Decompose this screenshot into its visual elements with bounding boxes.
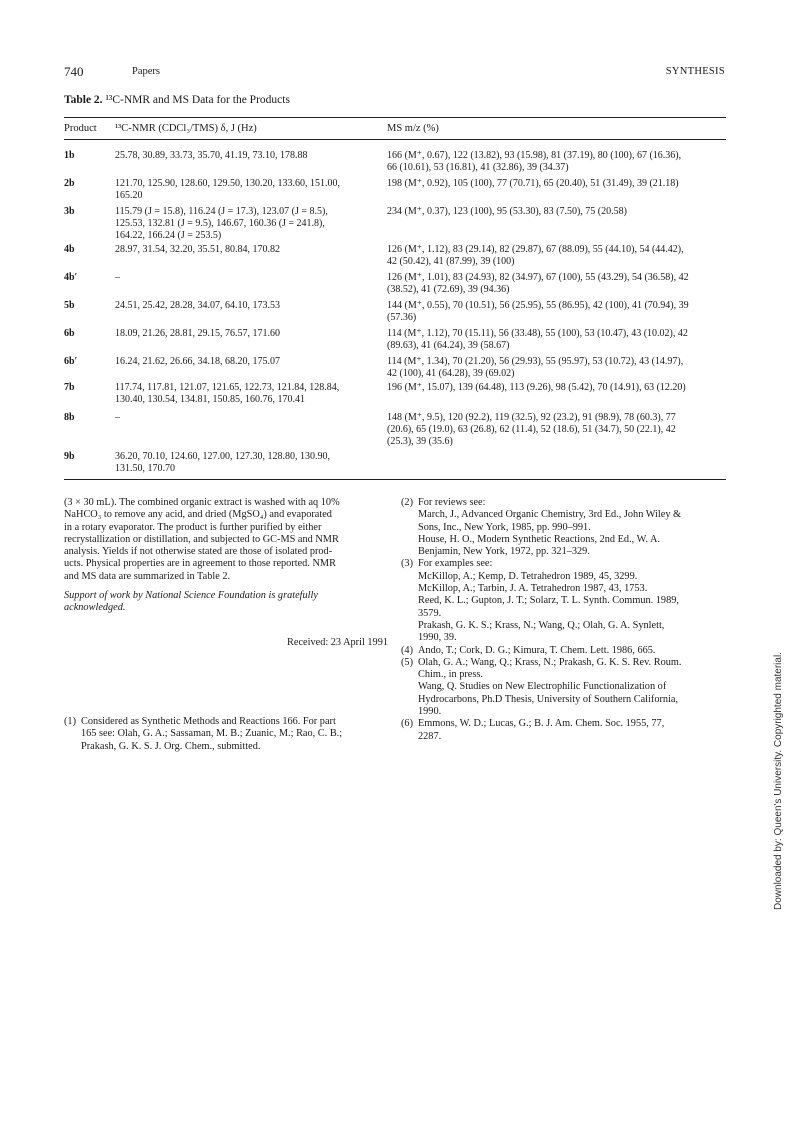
row-product: 8b [64,412,75,423]
table-bottom-rule [64,479,726,480]
reference-line: 1990, 39. [418,632,457,644]
row-ms [387,272,726,296]
reference-number: (5) [401,656,414,668]
ms-line: (57.36) [387,312,417,324]
received-date: Received: 23 April 1991 [287,636,388,648]
ms-line: (89.63), 41 (64.24), 39 (58.67) [387,340,510,352]
reference-line: House, H. O., Modern Synthetic Reactions, 2nd Ed., W. A. [418,533,660,545]
paragraph-line: and MS data are summarized in Table 2. [64,570,231,582]
nmr-line: 28.97, 31.54, 32.20, 35.51, 80.84, 170.82 [115,244,280,255]
reference-line: Benjamin, New York, 1972, pp. 321–329. [418,546,590,558]
nmr-line: 24.51, 25.42, 28.28, 34.07, 64.10, 173.53 [115,300,280,311]
nmr-line: 125.53, 132.81 (J = 9.5), 146.67, 160.36 (J = 241.8), [115,218,325,230]
paragraph-line: (3 × 30 mL). The combined organic extract is washed with aq 10% [64,497,340,508]
reference-line: McKillop, A.; Kemp, D. Tetrahedron 1989, 45, 3299. [418,570,638,582]
reference-line: Prakash, G. K. S. J. Org. Chem., submitted. [81,740,261,752]
ms-line: 114 (M⁺, 1.12), 70 (15.11), 56 (33.48), 55 (100), 53 (10.47), 43 (10.02), 42 [387,328,688,339]
ms-line: 42 (100), 41 (64.28), 39 (69.02) [387,368,515,380]
ms-line: (38.52), 41 (72.69), 39 (94.36) [387,284,510,296]
row-ms [387,206,726,218]
row-nmr [115,150,377,162]
nmr-line: 130.40, 130.54, 134.81, 150.85, 160.76, 170.41 [115,394,305,406]
row-nmr [115,272,377,284]
row-product: 4b [64,244,75,255]
reference-line: Considered as Synthetic Methods and Reactions 166. For part [81,715,336,727]
row-product: 6b [64,328,75,339]
reference-line: Reed, K. L.; Gupton, J. T.; Solarz, T. L. Synth. Commun. 1989, [418,595,679,607]
reference-line: Wang, Q. Studies on New Electrophilic Functionalization of [418,681,667,693]
reference-line: Sons, Inc., New York, 1985, pp. 990–991. [418,521,591,533]
row-nmr [115,178,377,202]
header-ms: MS m/z (%) [387,123,439,134]
row-product: 9b [64,451,75,462]
reference-line: 2287. [418,730,442,742]
reference-line: March, J., Advanced Organic Chemistry, 3rd Ed., John Wiley & [418,509,682,521]
reference-line: Emmons, W. D.; Lucas, G.; B. J. Am. Chem. Soc. 1955, 77, [418,718,665,730]
row-nmr [115,382,377,406]
row-product: 4b′ [64,272,78,283]
acknowledgement-line: acknowledged. [64,602,126,614]
ms-line: 148 (M⁺, 9.5), 120 (92.2), 119 (32.5), 92 (23.2), 91 (98.9), 78 (60.3), 77 [387,412,676,423]
ms-line: 234 (M⁺, 0.37), 123 (100), 95 (53.30), 83 (7.50), 75 (20.58) [387,206,627,217]
reference-line: 165 see: Olah, G. A.; Sassaman, M. B.; Zuanic, M.; Rao, C. B.; [81,728,343,740]
paragraph-line: ucts. Physical properties are in agreement to those reported. NMR [64,558,336,570]
row-nmr [115,300,377,312]
ms-line: 42 (50.42), 41 (87.99), 39 (100) [387,256,515,268]
reference-line: For examples see: [418,558,493,570]
left-column [64,497,390,753]
nmr-line: 121.70, 125.90, 128.60, 129.50, 130.20, 133.60, 151.00, [115,178,340,189]
nmr-line: 131.50, 170.70 [115,463,175,475]
row-product: 6b′ [64,356,78,367]
row-ms [387,178,726,190]
row-nmr [115,206,377,243]
download-notice: Downloaded by: Queen's University. Copyrighted material. [773,652,784,910]
ms-line: 126 (M⁺, 1.01), 83 (24.93), 82 (34.97), 67 (100), 55 (43.29), 54 (36.58), 42 [387,272,689,283]
row-product: 5b [64,300,75,311]
reference-6 [401,718,726,743]
reference-number: (6) [401,718,414,730]
reference-3 [401,558,726,644]
reference-line: For reviews see: [418,497,486,508]
reference-line: Chim., in press. [418,669,483,681]
row-ms [387,300,726,324]
reference-line: 3579. [418,607,442,619]
nmr-line: 165.20 [115,190,143,202]
table-top-rule [64,117,726,118]
row-product: 7b [64,382,75,393]
row-nmr [115,451,377,475]
ms-line: (25.3), 39 (35.6) [387,436,453,448]
acknowledgement [64,590,390,615]
header-product: Product [64,123,97,134]
reference-line: Ando, T.; Cork, D. G.; Kimura, T. Chem. Lett. 1986, 665. [418,644,656,656]
nmr-line: 36.20, 70.10, 124.60, 127.00, 127.30, 128.80, 130.90, [115,451,330,462]
reference-5 [401,657,726,718]
table-caption [64,94,290,106]
row-ms [387,150,726,174]
row-nmr [115,328,377,340]
ms-line: 144 (M⁺, 0.55), 70 (10.51), 56 (25.95), 55 (86.95), 42 (100), 41 (70.94), 39 [387,300,689,311]
table-caption-text: ¹³C-NMR and MS Data for the Products [105,94,290,106]
row-nmr [115,412,377,424]
row-ms [387,328,726,352]
nmr-line: 115.79 (J = 15.8), 116.24 (J = 17.3), 123.07 (J = 8.5), [115,206,328,217]
table-label: Table 2. [64,94,103,106]
page-number: 740 [64,64,84,79]
reference-4 [401,645,726,657]
reference-number: (4) [401,644,414,656]
ms-line: 198 (M⁺, 0.92), 105 (100), 77 (70.71), 65 (20.40), 51 (31.49), 39 (21.18) [387,178,679,189]
reference-line: Hydrocarbons, Ph.D Thesis, University of Southern California, [418,693,679,705]
paragraph-line: NaHCO₃ to remove any acid, and dried (MgSO₄) and evaporated [64,509,332,521]
reference-1 [64,716,390,753]
row-ms [387,412,726,449]
nmr-line: 164.22, 166.24 (J = 253.5) [115,230,222,242]
reference-line: McKillop, A.; Tarbin, J. A. Tetrahedron 1987, 43, 1753. [418,583,648,595]
section-label: Papers [132,66,160,77]
row-ms [387,244,726,268]
row-nmr [115,356,377,368]
reference-line: Prakash, G. K. S.; Krass, N.; Wang, Q.; Olah, G. A. Synlett, [418,619,665,631]
paragraph-line: analysis. Yields if not otherwise stated are those of isolated prod- [64,546,333,558]
right-column [401,497,726,743]
row-product: 3b [64,206,75,217]
row-nmr [115,244,377,256]
reference-number: (2) [401,497,414,508]
row-product: 1b [64,150,75,161]
nmr-line: 16.24, 21.62, 26.66, 34.18, 68.20, 175.07 [115,356,280,367]
reference-2 [401,497,726,558]
journal-name: SYNTHESIS [665,66,725,77]
ms-line: 196 (M⁺, 15.07), 139 (64.48), 113 (9.26), 98 (5.42), 70 (14.91), 63 (12.20) [387,382,686,393]
paragraph-line: in a rotary evaporator. The product is further purified by either [64,521,322,533]
nmr-line: – [115,272,120,283]
nmr-line: 117.74, 117.81, 121.07, 121.65, 122.73, 121.84, 128.84, [115,382,340,393]
reference-number: (1) [64,715,77,727]
reference-line: 1990. [418,706,442,718]
ms-line: 114 (M⁺, 1.34), 70 (21.20), 56 (29.93), 55 (95.97), 53 (10.72), 43 (14.97), [387,356,684,367]
row-ms [387,356,726,380]
row-ms [387,382,726,394]
ms-line: 66 (10.61), 53 (16.81), 41 (32.86), 39 (34.37) [387,162,569,174]
ms-line: 166 (M⁺, 0.67), 122 (13.82), 93 (15.98), 81 (37.19), 80 (100), 67 (16.36), [387,150,682,161]
nmr-line: 18.09, 21.26, 28.81, 29.15, 76.57, 171.60 [115,328,280,339]
row-product: 2b [64,178,75,189]
nmr-line: – [115,412,120,423]
ms-line: 126 (M⁺, 1.12), 83 (29.14), 82 (29.87), 67 (88.09), 55 (44.10), 54 (44.42), [387,244,684,255]
table-header-rule [64,139,726,140]
reference-line: Olah, G. A.; Wang, Q.; Krass, N.; Prakash, G. K. S. Rev. Roum. [418,656,682,668]
reference-number: (3) [401,558,414,570]
nmr-line: 25.78, 30.89, 33.73, 35.70, 41.19, 73.10, 178.88 [115,150,308,161]
ms-line: (20.6), 65 (19.0), 63 (26.8), 62 (11.4), 52 (18.6), 51 (34.7), 50 (22.1), 42 [387,424,676,436]
experimental-paragraph [64,497,390,583]
header-nmr: ¹³C-NMR (CDCl₃/TMS) δ, J (Hz) [115,123,257,134]
acknowledgement-line: Support of work by National Science Foundation is gratefully [64,590,318,602]
paragraph-line: recrystallization or distillation, and subjected to GC-MS and NMR [64,533,339,545]
